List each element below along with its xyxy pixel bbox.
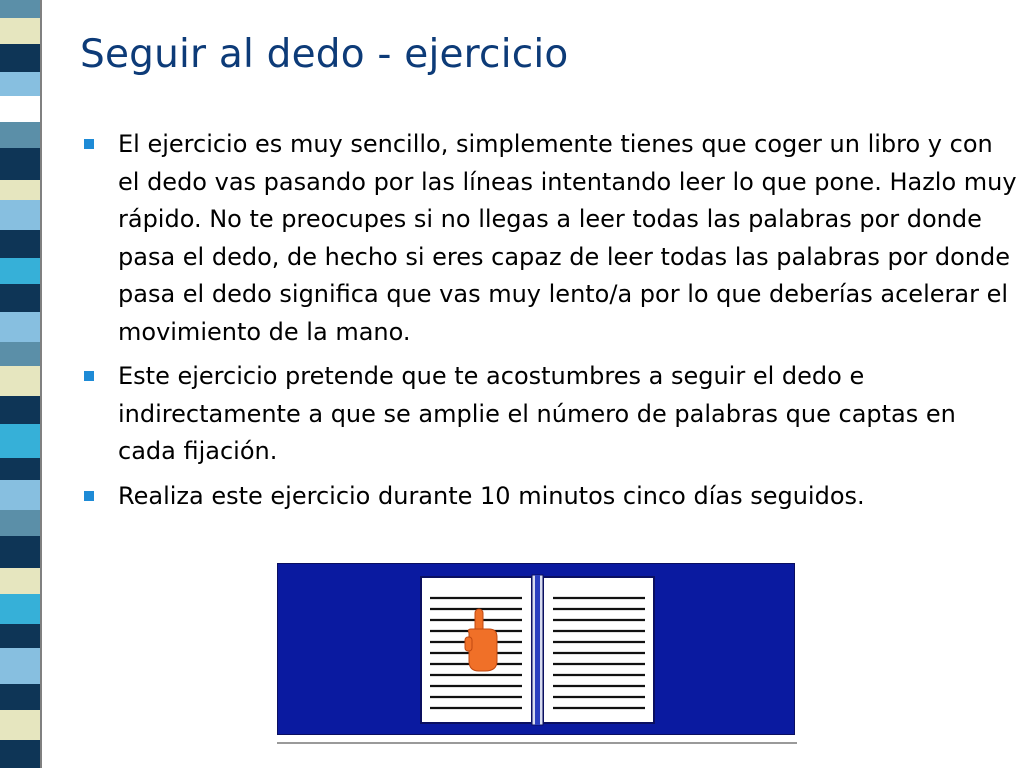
strip-block: [0, 18, 42, 44]
strip-block: [0, 148, 42, 180]
bullet-text: Este ejercicio pretende que te acostumbres a seguir el dedo e indirectamente a que se amplie el número de palabras que captas en cada fijación.: [118, 362, 956, 465]
strip-block: [0, 568, 42, 594]
strip-block: [0, 648, 42, 684]
strip-block: [0, 684, 42, 710]
strip-block: [0, 510, 42, 536]
strip-block: [0, 396, 42, 424]
strip-block: [0, 284, 42, 312]
square-bullet-icon: [84, 139, 94, 149]
strip-block: [0, 424, 42, 458]
decorative-side-strip: [0, 0, 42, 768]
bullet-item: [82, 478, 1018, 516]
strip-block: [0, 740, 42, 768]
square-bullet-icon: [84, 491, 94, 501]
strip-block: [0, 258, 42, 284]
strip-block: [0, 458, 42, 480]
strip-block: [0, 594, 42, 624]
strip-block: [0, 480, 42, 510]
strip-block: [0, 536, 42, 568]
slide-title: Seguir al dedo - ejercicio: [80, 32, 569, 77]
strip-block: [0, 0, 42, 18]
bullet-item: [82, 126, 1018, 351]
strip-block: [0, 624, 42, 648]
square-bullet-icon: [84, 371, 94, 381]
strip-block: [0, 710, 42, 740]
strip-block: [0, 44, 42, 72]
strip-block: [0, 180, 42, 200]
strip-block: [0, 342, 42, 366]
strip-block: [0, 200, 42, 230]
strip-block: [0, 366, 42, 396]
bullet-list: [82, 126, 1018, 522]
bullet-text: El ejercicio es muy sencillo, simplemente tienes que coger un libro y con el dedo vas pasando por las líneas intentando leer lo que pone. Hazlo muy rápido. No te preocupes si no llegas a leer todas las palabras por donde pasa el dedo, de hecho si eres capaz de leer todas las palabras por donde pasa el dedo significa que vas muy lento/a por lo que deberías acelerar el movimiento de la mano.: [118, 130, 1017, 346]
strip-edge: [40, 0, 42, 768]
open-book-icon: [277, 563, 797, 745]
strip-block: [0, 122, 42, 148]
strip-block: [0, 230, 42, 258]
strip-block: [0, 312, 42, 342]
bullet-item: [82, 358, 1018, 471]
bullet-text: Realiza este ejercicio durante 10 minutos cinco días seguidos.: [118, 481, 865, 510]
strip-block: [0, 72, 42, 96]
open-book-finger-illustration: [277, 563, 797, 745]
strip-block: [0, 96, 42, 122]
